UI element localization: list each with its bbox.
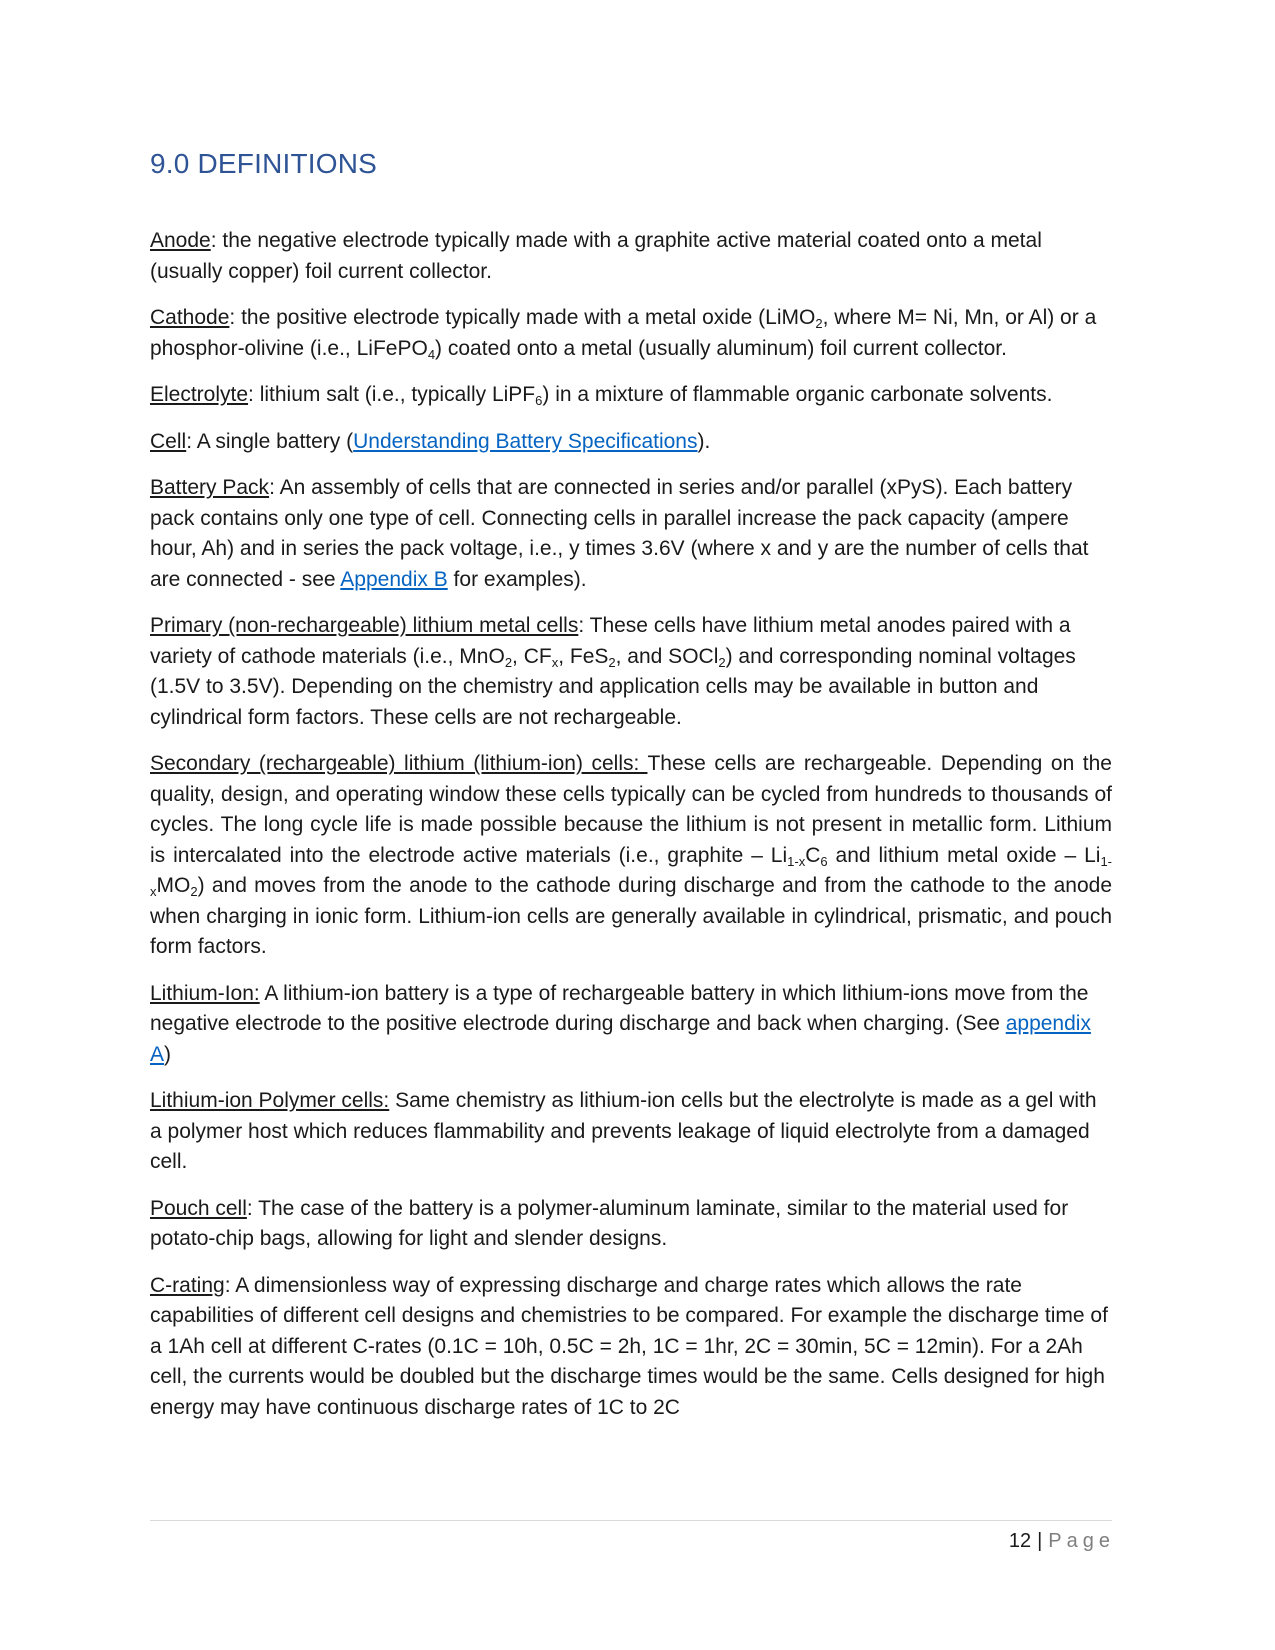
- page-footer: [1009, 1530, 1115, 1553]
- term-polymer-cells: Lithium-ion Polymer cells:: [150, 1089, 390, 1112]
- link-understanding-battery-specifications[interactable]: Understanding Battery Specifications: [353, 429, 698, 453]
- definition-text: ) in a mixture of flammable organic carbonate solvents.: [542, 383, 1053, 406]
- definition-text: , CF: [512, 644, 552, 668]
- term-secondary-cells: Secondary (rechargeable) lithium (lithium-ion) cells:: [150, 752, 648, 775]
- definition-text: : the positive electrode typically made with a metal oxide (LiMO: [229, 306, 816, 329]
- definition-text: : These cells have lithium metal anodes paired with a variety of cathode materials (i.e., MnO: [150, 614, 1071, 668]
- term-primary-cells: Primary (non-rechargeable) lithium metal cells: [150, 614, 579, 637]
- definition-text: : lithium salt (i.e., typically LiPF: [248, 383, 536, 406]
- subscript: 1-x: [150, 853, 1112, 899]
- page-number: 12: [1008, 1530, 1032, 1552]
- link-appendix-b[interactable]: Appendix B: [340, 567, 448, 591]
- definition-text: : the negative electrode typically made with a graphite active material coated onto a metal (usually copper) foil current collector.: [150, 229, 1042, 283]
- subscript: 2: [718, 654, 726, 670]
- subscript: 2: [190, 884, 198, 899]
- term-pouch-cell: Pouch cell: [150, 1196, 247, 1220]
- definition-polymer-cells: [150, 1086, 1112, 1178]
- footer-separator: |: [1037, 1530, 1043, 1552]
- definition-text: : The case of the battery is a polymer-aluminum laminate, similar to the material used for potato-chip bags, allowing for light and slender designs.: [150, 1196, 1069, 1250]
- definition-text: : A single battery (: [186, 429, 354, 453]
- term-cathode: Cathode: [150, 306, 230, 329]
- definition-text: : An assembly of cells that are connected in series and/or parallel (xPyS). Each battery pack contains only one type of cell. Connecting cells in parallel increase the pack capacity (ampere hour, Ah) and in series the pack voltage, i.e., y times 3.6V (where x and y are the number of cells that are connected - see: [150, 476, 1089, 591]
- definition-text: and lithium metal oxide – Li: [827, 843, 1101, 867]
- term-c-rating: C-rating: [150, 1273, 225, 1297]
- subscript: x: [551, 654, 559, 670]
- subscript: 4: [427, 346, 436, 362]
- definition-text: MO: [156, 874, 191, 897]
- subscript: 2: [815, 316, 823, 331]
- definition-primary-cells: [150, 611, 1112, 733]
- definition-secondary-cells: [150, 749, 1112, 963]
- definition-text: A lithium-ion battery is a type of rechargeable battery in which lithium-ions move from the negative electrode to the positive electrode during discharge and back when charging. (See: [150, 981, 1089, 1035]
- definition-lithium-ion: [150, 979, 1112, 1071]
- definition-text: ) and corresponding nominal voltages (1.5V to 3.5V). Depending on the chemistry and application cells may be available in button and cylindrical form factors. These cells are not rechargeable.: [150, 644, 1076, 729]
- document-page: [150, 148, 1112, 1439]
- term-lithium-ion: Lithium-Ion:: [150, 981, 260, 1005]
- definition-text: ): [164, 1042, 172, 1066]
- definition-text: These cells are rechargeable. Depending on the quality, design, and operating window these cells typically can be cycled from hundreds to thousands of cycles. The long cycle life is made possible because the lithium is not present in metallic form. Lithium is intercalated into the electrode active materials (i.e., graphite – Li: [150, 752, 1112, 867]
- definition-text: ) and moves from the anode to the cathode during discharge and from the cathode to the anode when charging in ionic form. Lithium-ion cells are generally available in cylindrical, prismatic, and pouch form factors.: [150, 874, 1112, 958]
- definition-electrolyte: [150, 380, 1112, 411]
- definition-text: , and SOCl: [615, 644, 719, 668]
- definition-battery-pack: [150, 473, 1112, 595]
- definition-c-rating: [150, 1271, 1112, 1424]
- definition-pouch-cell: [150, 1194, 1112, 1255]
- definition-text: ) coated onto a metal (usually aluminum) foil current collector.: [435, 336, 1007, 360]
- definition-text: Same chemistry as lithium-ion cells but the electrolyte is made as a gel with a polymer host which reduces flammability and prevents leakage of liquid electrolyte from a damaged cell.: [150, 1089, 1097, 1173]
- section-heading: 9.0 DEFINITIONS: [150, 148, 378, 179]
- page-label: Page: [1048, 1530, 1115, 1552]
- footer-divider: [150, 1520, 1112, 1521]
- definition-text: ).: [697, 429, 711, 453]
- term-cell: Cell: [150, 429, 187, 453]
- link-appendix-a[interactable]: appendix A: [150, 1012, 1091, 1066]
- subscript: 1-x: [787, 853, 806, 869]
- definition-cathode: [150, 303, 1112, 364]
- definition-text: C: [805, 843, 821, 867]
- definition-text: for examples).: [447, 567, 587, 591]
- definition-text: , where M= Ni, Mn, or Al) or a phosphor-olivine (i.e., LiFePO: [150, 306, 1097, 360]
- term-electrolyte: Electrolyte: [150, 383, 249, 406]
- definition-anode: [150, 226, 1112, 287]
- subscript: 2: [504, 654, 513, 670]
- subscript: 2: [608, 654, 616, 670]
- term-battery-pack: Battery Pack: [150, 476, 270, 499]
- term-anode: Anode: [150, 229, 211, 252]
- definition-text: : A dimensionless way of expressing discharge and charge rates which allows the rate capabilities of different cell designs and chemistries to be compared. For example the discharge time of a 1Ah cell at different C-rates (0.1C = 10h, 0.5C = 2h, 1C = 1hr, 2C = 30min, 5C = 12min). For a 2Ah cell, the currents would be doubled but the discharge times would be the same. Cells designed for high energy may have continuous discharge rates of 1C to 2C: [150, 1273, 1108, 1419]
- subscript: 6: [535, 393, 543, 408]
- definition-text: , FeS: [558, 644, 609, 668]
- definition-cell: [150, 427, 1112, 458]
- subscript: 6: [820, 853, 828, 869]
